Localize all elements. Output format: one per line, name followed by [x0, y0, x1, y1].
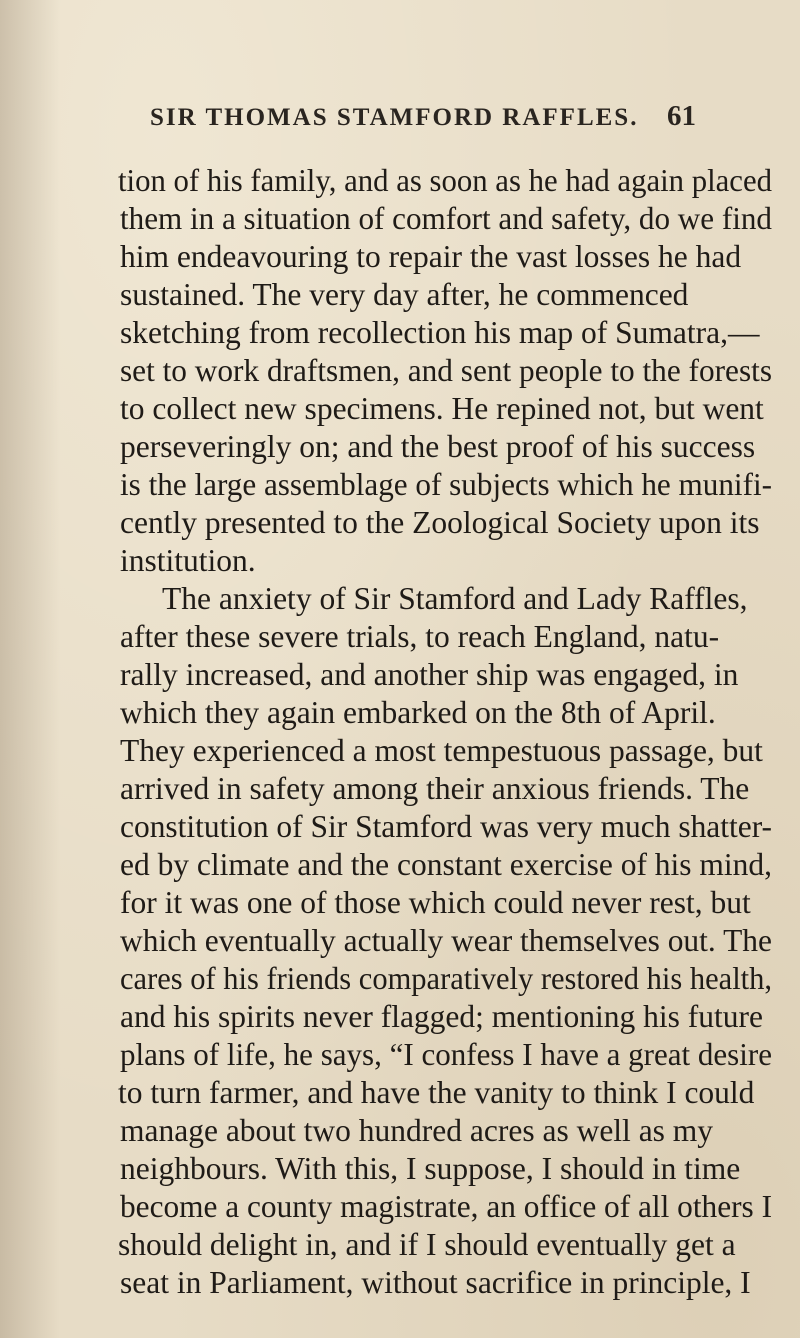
text-line: perseveringly on; and the best proof of his success [120, 429, 756, 464]
text-line: cently presented to the Zoological Society upon its [120, 505, 760, 540]
text-line: to turn farmer, and have the vanity to think I could [118, 1075, 755, 1110]
text-line: them in a situation of comfort and safety, do we find [120, 201, 772, 236]
text-line: tion of his family, and as soon as he had again placed [118, 163, 772, 198]
text-line: for it was one of those which could never rest, but [120, 885, 751, 920]
text-line: They experienced a most tempestuous passage, but [120, 733, 763, 768]
text-line: set to work draftsmen, and sent people to the forests [120, 353, 773, 388]
text-line: and his spirits never flagged; mentioning his future [120, 999, 763, 1034]
text-line: him endeavouring to repair the vast losses he had [120, 239, 742, 274]
text-line: sustained. The very day after, he commenced [120, 277, 689, 312]
text-line: The anxiety of Sir Stamford and Lady Raffles, [162, 581, 748, 616]
text-line: rally increased, and another ship was engaged, in [120, 657, 739, 692]
text-line: which eventually actually wear themselves out. The [120, 923, 772, 958]
text-line: constitution of Sir Stamford was very much shatter- [120, 809, 773, 844]
text-line: seat in Parliament, without sacrifice in principle, I [120, 1265, 751, 1300]
page-gutter-shadow [0, 0, 60, 1338]
text-line: cares of his friends comparatively restored his health, [120, 961, 773, 996]
text-line: is the large assemblage of subjects which he munifi- [120, 467, 773, 502]
text-line: should delight in, and if I should eventually get a [118, 1227, 736, 1262]
text-line: arrived in safety among their anxious friends. The [120, 771, 750, 806]
text-line: sketching from recollection his map of Sumatra,— [120, 315, 760, 350]
text-line: ed by climate and the constant exercise of his mind, [120, 847, 772, 882]
text-line: neighbours. With this, I suppose, I should in time [120, 1151, 741, 1186]
text-line: manage about two hundred acres as well as my [120, 1113, 714, 1148]
text-line: institution. [120, 543, 256, 578]
text-line: plans of life, he says, “I confess I have a great desire [120, 1037, 772, 1072]
text-line: become a county magistrate, an office of all others I [120, 1189, 773, 1224]
text-line: after these severe trials, to reach England, natu- [120, 619, 720, 654]
running-head [140, 100, 696, 144]
page-number: 61 [667, 100, 696, 132]
text-line: to collect new specimens. He repined not, but went [120, 391, 764, 426]
running-title: SIR THOMAS STAMFORD RAFFLES. [150, 104, 639, 131]
text-line: which they again embarked on the 8th of April. [120, 695, 716, 730]
